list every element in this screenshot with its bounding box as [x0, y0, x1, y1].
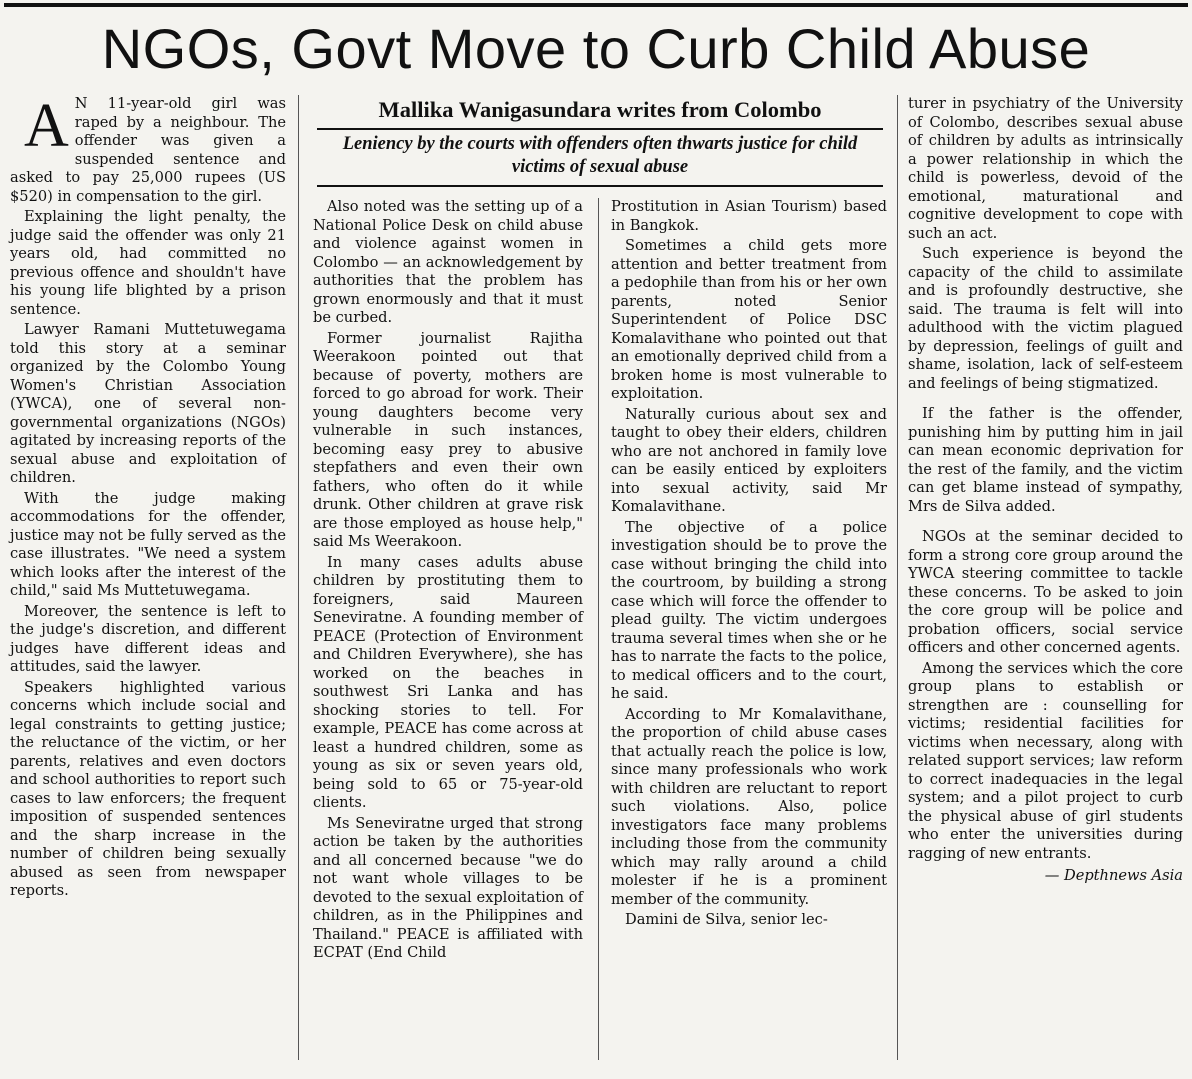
paragraph: Speakers highlighted various concerns which include social and legal constraints to getting justice; the reluctance of the victim, or her parents, relatives and even doctors and school authorities to report such cases to law enforcers; the frequent imposition of suspended sentences and the sharp increase in the number of children being sexually abused as seen from newspaper reports.	[10, 678, 286, 899]
column-divider	[298, 95, 299, 1060]
paragraph: With the judge making accommodations for the offender, justice may not be fully served as the case illustrates. "We need a system which looks after the interest of the child," said Ms Muttetuwegama.	[10, 489, 286, 599]
headline: NGOs, Govt Move to Curb Child Abuse	[101, 17, 1091, 80]
paragraph: Naturally curious about sex and taught to obey their elders, children who are not anchored in family love can be easily enticed by exploiters into sexual activity, said Mr Komalavithane.	[611, 405, 887, 515]
paragraph: If the father is the offender, punishing him by putting him in jail can mean economic deprivation for the rest of the family, and the victim can get blame instead of sympathy, Mrs de Silva added.	[908, 405, 1183, 515]
column-divider	[598, 198, 599, 1060]
paragraph: Ms Seneviratne urged that strong action be taken by the authorities and all concerned because "we do not want whole villages to be devoted to the sexual exploitation of children, as in the Philippines and Thailand." PEACE is affiliated with ECPAT (End Child	[313, 814, 583, 961]
paragraph: Moreover, the sentence is left to the judge's discretion, and different judges have different ideas and attitudes, said the lawyer.	[10, 602, 286, 675]
credit-line: — Depthnews Asia	[1044, 867, 1183, 884]
deck: Leniency by the courts with offenders often thwarts justice for child victims of sexual abuse	[342, 134, 858, 177]
paragraph: Lawyer Ramani Muttetuwegama told this story at a seminar organized by the Colombo Young Women's Christian Association (YWCA), one of several non-governmental organizations (NGOs) agitated by increasing reports of the sexual abuse and exploitation of children.	[10, 321, 286, 486]
paragraph: According to Mr Komalavithane, the proportion of child abuse cases that actually reach the police is low, since many professionals who work with children are reluctant to report such violations. Also, police investigators face many problems including those from the community which may rally around a child molester if he is a prominent member of the community.	[611, 705, 887, 908]
paragraph: NGOs at the seminar decided to form a strong core group around the YWCA steering committee to tackle these concerns. To be asked to join the core group will be police and probation officers, social service officers and other concerned agents.	[908, 528, 1183, 656]
paragraph: Former journalist Rajitha Weerakoon pointed out that because of poverty, mothers are forced to go abroad for work. Their young daughters become very vulnerable in such instances, becoming easy prey to abusive stepfathers and even their own fathers, who often do it while drunk. Other children at grave risk are those employed as house help," said Ms Weerakoon.	[313, 329, 583, 550]
paragraph: Sometimes a child gets more attention and better treatment from a pedophile than from his or her own parents, noted Senior Superintendent of Police DSC Komalavithane who pointed out that an emotionally deprived child from a broken home is most vulnerable to exploitation.	[611, 237, 887, 402]
dropcap: A	[24, 92, 69, 160]
column-3	[611, 198, 887, 932]
column-1	[10, 92, 286, 903]
paragraph: Also noted was the setting up of a National Police Desk on child abuse and violence against women in Colombo — an acknowledgement by authorities that the problem has grown enormously and that it must be curbed.	[313, 198, 583, 326]
deck-rule-bottom	[317, 185, 883, 187]
paragraph: The objective of a police investigation should be to prove the case without bringing the child into the courtroom, by building a strong case which will force the offender to plead guilty. The victim undergoes trauma several times when she or he has to narrate the facts to the police, to medical officers and to the court, he said.	[611, 518, 887, 702]
column-4	[908, 95, 1183, 888]
column-2	[313, 198, 583, 965]
paragraph: In many cases adults abuse children by prostituting them to foreigners, said Maureen Seneviratne. A founding member of PEACE (Protection of Environment and Children Everywhere), she has worked on the beaches in southwest Sri Lanka and has shocking stories to tell. For example, PEACE has come across at least a hundred children, some as young as six or seven years old, being sold to 65 or 75-year-old clients.	[313, 553, 583, 811]
paragraph: Prostitution in Asian Tourism) based in Bangkok.	[611, 198, 887, 234]
byline: Mallika Wanigasundara writes from Colombo	[378, 97, 822, 122]
lead-paragraph: A N 11-year-old girl was raped by a neighbour. The offender was given a suspended sentence and asked to pay 25,000 rupees (US $520) in compensation to the girl.	[10, 92, 286, 205]
paragraph: Damini de Silva, senior lec-	[625, 911, 828, 928]
top-rule	[4, 3, 1188, 7]
column-divider	[897, 95, 898, 1060]
deck-rule-top	[317, 128, 883, 130]
paragraph: Among the services which the core group plans to establish or strengthen are : counselling for victims; residential facilities for victims when necessary, along with related support services; law reform to correct inadequacies in the legal system; and a pilot project to curb the physical abuse of girl students who enter the universities during ragging of new entrants.	[908, 659, 1183, 862]
paragraph: turer in psychiatry of the University of Colombo, describes sexual abuse of children by adults as intrinsically a power relationship in which the child is powerless, devoid of the emotional, maturational and cognitive development to cope with such an act.	[908, 95, 1183, 242]
paragraph: Such experience is beyond the capacity of the child to assimilate and is profoundly destructive, she said. The trauma is felt will into adulthood with the victim plagued by depression, feelings of guilt and shame, isolation, lack of self-esteem and feelings of being stigmatized.	[908, 245, 1183, 392]
paragraph: Explaining the light penalty, the judge said the offender was only 21 years old, had committed no previous offence and shouldn't have his young life blighted by a prison sentence.	[10, 208, 286, 318]
